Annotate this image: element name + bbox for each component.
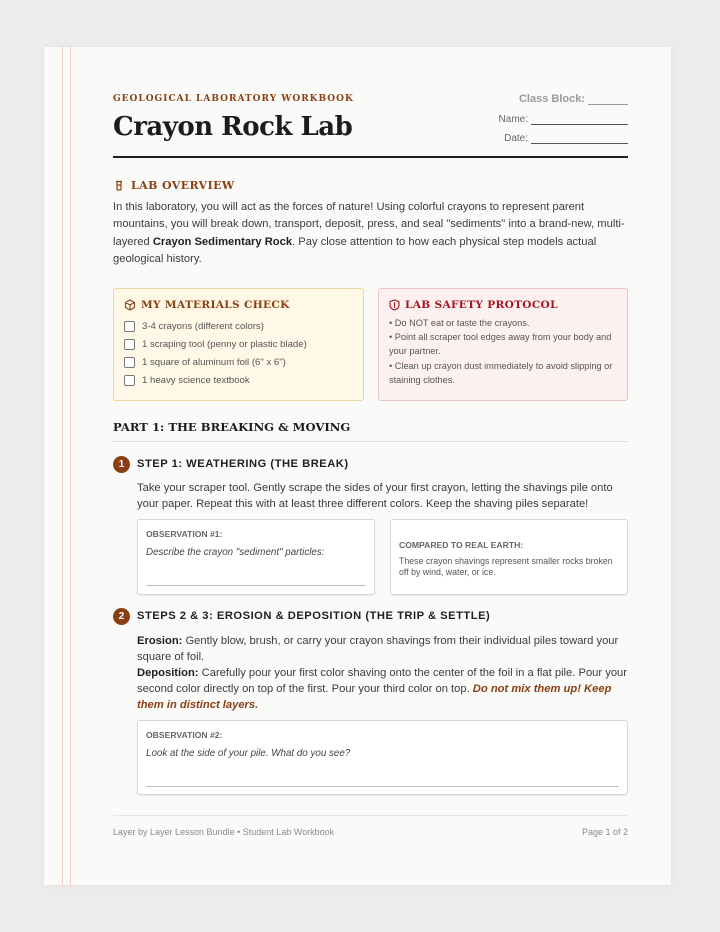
margin-line-right: [70, 47, 71, 885]
earth-comparison-text: These crayon shavings represent smaller rocks broken off by wind, water, or ice.: [399, 556, 613, 578]
safety-item: • Do NOT eat or taste the crayons.: [389, 318, 530, 328]
page-title: Crayon Rock Lab: [113, 112, 353, 142]
deposition-text: Carefully pour your first color shaving onto the center of the foil in a flat pile. Pour your second color directly on top of the first. Pour your third color on top.: [137, 667, 627, 695]
safety-heading: [389, 299, 617, 311]
material-checkbox[interactable]: [124, 375, 135, 386]
overview-text-part1: In this laboratory, you will act as the forces of nature! Using colorful crayons to represent parent mountains, you will break down, transport, deposit, press, and seal "sediments" into a brand-new, multi-layered: [113, 201, 625, 248]
footer-page-number: Page 1 of 2: [581, 827, 628, 837]
deposition-label: Deposition:: [137, 667, 199, 679]
overview-heading-text: LAB OVERVIEW: [131, 179, 235, 192]
material-checkbox[interactable]: [124, 339, 135, 350]
part-1-divider: [113, 441, 628, 442]
class-block-field[interactable]: [519, 93, 628, 105]
step-1-instructions: Take your scraper tool. Gently scrape the sides of your first crayon, letting the shavings pile onto your paper. Repeat this with at least three different colors. Keep the shaving piles separate!: [137, 482, 613, 510]
observation-1-label: OBSERVATION #1:: [146, 529, 223, 539]
materials-heading: [124, 299, 353, 311]
material-checkbox[interactable]: [124, 321, 135, 332]
material-label: 1 scraping tool (penny or plastic blade): [142, 339, 307, 351]
date-line: [531, 143, 628, 144]
overview-text-bold: Crayon Sedimentary Rock: [152, 235, 293, 248]
step-1-number-badge: 1: [113, 456, 130, 473]
erosion-label: Erosion:: [137, 635, 183, 647]
safety-item: • Point all scraper tool edges away from your body and your partner.: [389, 332, 612, 357]
step-2-title: STEPS 2 & 3: EROSION & DEPOSITION (THE TRIP & SETTLE): [137, 610, 491, 622]
observation-1-writing-line: [146, 585, 366, 586]
worksheet-page: [44, 47, 671, 885]
box-icon: [124, 299, 136, 311]
material-item[interactable]: [124, 336, 353, 354]
observation-2-prompt: Look at the side of your pile. What do you see?: [146, 748, 351, 759]
erosion-text: Gently blow, brush, or carry your crayon shavings from their individual piles toward your square of foil.: [137, 635, 619, 663]
name-label: Name:: [498, 114, 528, 125]
date-label: Date:: [504, 133, 528, 144]
observation-2-label: OBSERVATION #2:: [146, 730, 223, 740]
name-line: [531, 124, 628, 125]
safety-heading-text: LAB SAFETY PROTOCOL: [405, 299, 558, 311]
date-field[interactable]: [504, 133, 628, 144]
part-1-title: PART 1: THE BREAKING & MOVING: [113, 420, 351, 434]
margin-line-left: [62, 47, 63, 885]
overview-text-part2: . Pay close attention to how each physical step models actual geological history.: [113, 235, 597, 265]
observation-2-box[interactable]: [137, 720, 628, 795]
material-item[interactable]: [124, 354, 353, 372]
earth-comparison-box: [390, 519, 628, 595]
observation-2-writing-line: [146, 786, 619, 787]
header-divider: [113, 156, 628, 158]
step-2-instructions: [137, 633, 628, 713]
overview-text: [113, 199, 628, 268]
material-label: 1 square of aluminum foil (6" x 6"): [142, 356, 286, 368]
name-field[interactable]: [499, 114, 628, 125]
footer-divider: [113, 815, 628, 816]
material-item[interactable]: [124, 371, 353, 389]
safety-list: [389, 316, 617, 387]
materials-list: [124, 318, 353, 389]
step-1-title: STEP 1: WEATHERING (THE BREAK): [137, 458, 349, 470]
material-label: 3-4 crayons (different colors): [142, 321, 264, 333]
materials-heading-text: MY MATERIALS CHECK: [141, 299, 290, 311]
overview-heading: [113, 179, 235, 192]
material-item[interactable]: [124, 318, 353, 336]
observation-1-box[interactable]: [137, 519, 375, 595]
class-block-label: Class Block:: [518, 93, 585, 105]
material-checkbox[interactable]: [124, 357, 135, 368]
material-label: 1 heavy science textbook: [142, 374, 250, 386]
materials-check-box: [113, 288, 364, 401]
footer-left: Layer by Layer Lesson Bundle • Student Lab Workbook: [113, 827, 335, 837]
layer-warning: Do not mix them up! Keep them in distinct layers.: [137, 683, 612, 711]
shield-alert-icon: [389, 299, 400, 311]
workbook-eyebrow: GEOLOGICAL LABORATORY WORKBOOK: [113, 94, 354, 104]
safety-protocol-box: [378, 288, 628, 401]
observation-1-prompt: Describe the crayon "sediment" particles:: [146, 547, 325, 558]
safety-item: • Clean up crayon dust immediately to avoid slipping or staining clothes.: [389, 360, 613, 385]
beaker-icon: [113, 180, 125, 192]
earth-comparison-label: COMPARED TO REAL EARTH:: [399, 540, 524, 550]
class-block-line: [588, 104, 628, 105]
step-2-number-badge: 2: [113, 608, 130, 625]
